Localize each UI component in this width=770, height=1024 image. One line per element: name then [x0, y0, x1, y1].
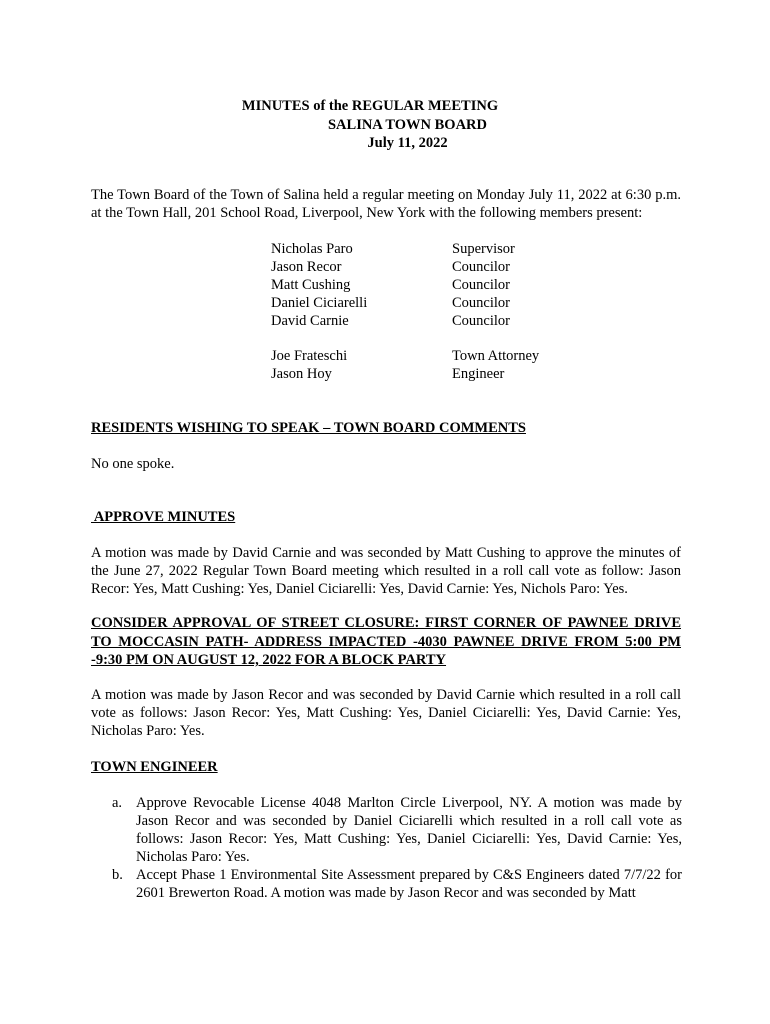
intro-paragraph: The Town Board of the Town of Salina held a regular meeting on Monday July 11, 2022 at 6:30 p.m. at the Town Hall, 201 School Road, Liverpool, New York with the following members present:: [91, 187, 681, 221]
member-name: David Carnie: [271, 313, 349, 329]
title-line-3: July 11, 2022: [367, 135, 448, 151]
street-closure-text: A motion was made by Jason Recor and was seconded by David Carnie which resulted in a roll call vote as follows: Jason Recor: Yes, Matt Cushing: Yes, Daniel Ciciarelli: Yes, David Carnie: Yes, Nicholas Paro: Yes.: [91, 687, 681, 739]
list-marker: b.: [112, 867, 123, 883]
list-item: [112, 866, 682, 902]
list-item-text: Approve Revocable License 4048 Marlton Circle Liverpool, NY. A motion was made by Jason Recor and was seconded by Daniel Ciciarelli which resulted in a roll call vote as follows: Jason Recor: Yes, Matt Cushing: Yes, Daniel Ciciarelli: Yes, David Carnie: Yes, Nicholas Paro: Yes.: [136, 795, 682, 865]
town-engineer-heading: TOWN ENGINEER: [91, 759, 218, 775]
list-marker: a.: [112, 795, 123, 811]
member-row: [271, 312, 571, 330]
member-role: Town Attorney: [452, 348, 540, 364]
member-role: Councilor: [452, 259, 510, 275]
member-row: [271, 294, 571, 312]
member-name: Joe Frateschi: [271, 348, 348, 364]
member-row: [271, 258, 571, 276]
members-present-list: [271, 240, 571, 330]
approve-minutes-heading: APPROVE MINUTES: [91, 509, 236, 525]
approve-minutes-text: A motion was made by David Carnie and was seconded by Matt Cushing to approve the minutes of the June 27, 2022 Regular Town Board meeting which resulted in a roll call vote as follow: Jason Recor: Yes, Matt Cushing: Yes, Daniel Ciciarelli: Yes, David Carnie: Yes, Nichols Paro: Yes.: [91, 545, 681, 597]
street-closure-heading: CONSIDER APPROVAL OF STREET CLOSURE: FIRST CORNER OF PAWNEE DRIVE TO MOCCASIN PATH- ADDRESS IMPACTED -4030 PAWNEE DRIVE FROM 5:00 PM -9:30 PM ON AUGUST 12, 2022 FOR A BLOCK PARTY: [91, 615, 681, 668]
title-line-2: SALINA TOWN BOARD: [327, 116, 487, 133]
title-line-1: MINUTES of the REGULAR MEETING: [241, 98, 499, 114]
residents-heading: RESIDENTS WISHING TO SPEAK – TOWN BOARD COMMENTS: [91, 420, 526, 436]
member-name: Nicholas Paro: [271, 241, 353, 257]
member-row: [271, 240, 571, 258]
member-row: [271, 276, 571, 294]
member-name: Jason Hoy: [271, 366, 332, 382]
member-row: [271, 365, 571, 383]
member-role: Supervisor: [452, 241, 515, 257]
member-role: Engineer: [452, 366, 505, 382]
member-name: Matt Cushing: [271, 277, 351, 293]
minutes-title: [0, 97, 770, 153]
member-role: Councilor: [452, 295, 510, 311]
town-engineer-list: [112, 794, 682, 902]
member-name: Jason Recor: [271, 259, 342, 275]
residents-text: No one spoke.: [91, 456, 175, 472]
member-role: Councilor: [452, 277, 510, 293]
member-role: Councilor: [452, 313, 510, 329]
list-item-text: Accept Phase 1 Environmental Site Assessment prepared by C&S Engineers dated 7/7/22 for 2601 Brewerton Road. A motion was made by Jason Recor and was seconded by Matt: [136, 867, 682, 901]
others-present-list: [271, 347, 571, 383]
list-item: [112, 794, 682, 866]
member-row: [271, 347, 571, 365]
member-name: Daniel Ciciarelli: [271, 295, 368, 311]
